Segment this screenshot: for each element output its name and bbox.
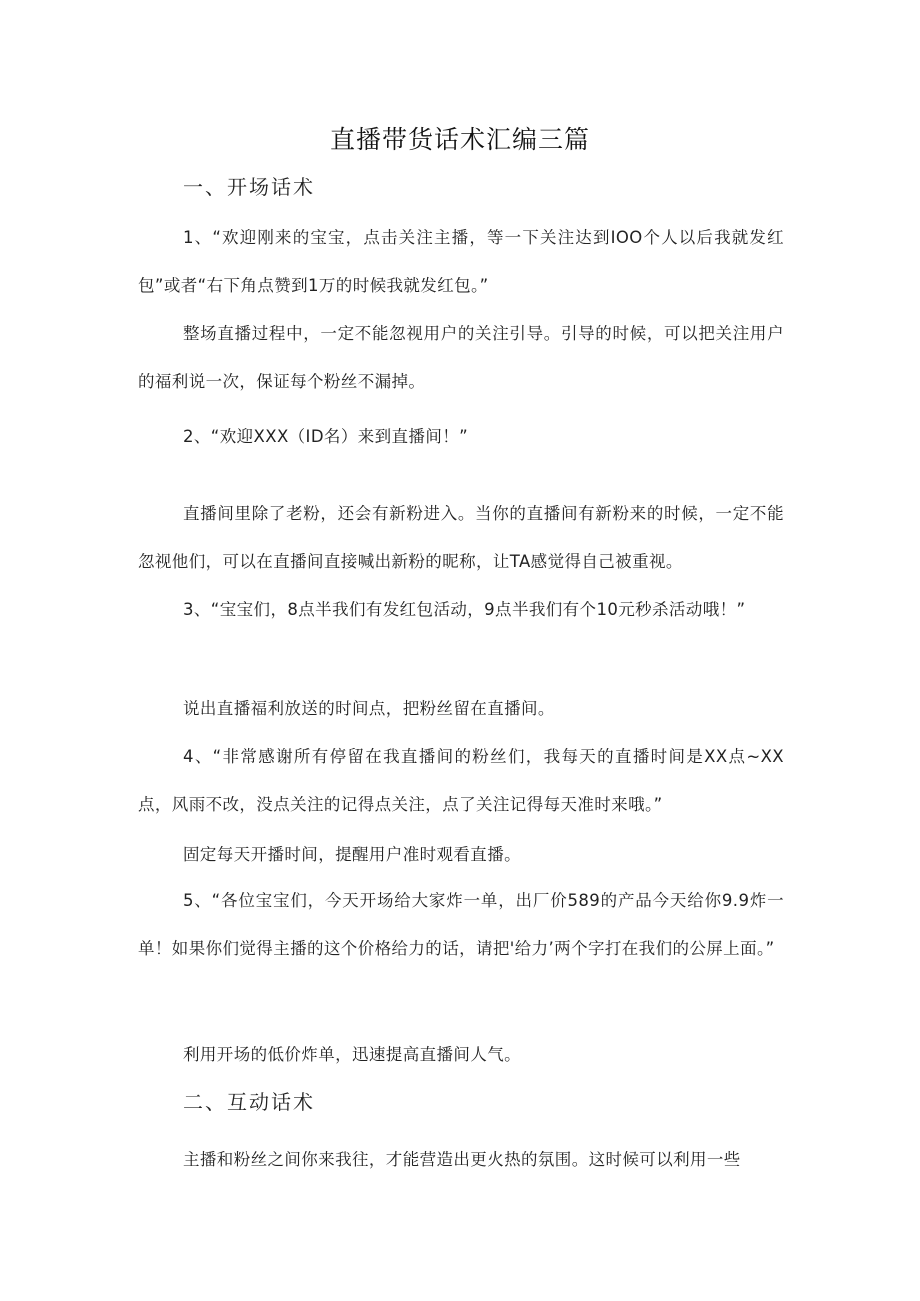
paragraph-2: 整场直播过程中，一定不能忽视用户的关注引导。引导的时候，可以把关注用户的福利说一次，保证每个粉丝不漏掉。 xyxy=(138,324,784,391)
paragraph-7: 4、“非常感谢所有停留在我直播间的粉丝们，我每天的直播时间是XX点~XX点，风雨不改，没点关注的记得点关注，点了关注记得每天准时来哦。” xyxy=(138,747,784,814)
paragraph-6: 说出直播福利放送的时间点，把粉丝留在直播间。 xyxy=(183,699,555,718)
paragraph-1: 1、“欢迎刚来的宝宝，点击关注主播，等一下关注达到IOO个人以后我就发红包”或者“右下角点赞到1万的时候我就发红包。” xyxy=(138,228,784,295)
paragraph-4: 直播间里除了老粉，还会有新粉进入。当你的直播间有新粉来的时候，一定不能忽视他们，可以在直播间直接喊出新粉的昵称，让TA感觉得自己被重视。 xyxy=(138,504,784,571)
paragraph-3: 2、“欢迎XXX（ID名）来到直播间！” xyxy=(183,427,469,446)
paragraph-11: 主播和粉丝之间你来我往，才能营造出更火热的氛围。这时候可以利用一些 xyxy=(183,1150,741,1169)
section-heading-interaction: 二、互动话术 xyxy=(183,1090,315,1114)
paragraph-9: 5、“各位宝宝们，今天开场给大家炸一单，出厂价589的产品今天给你9.9炸一单！如果你们觉得主播的这个价格给力的话，请把'给力’两个字打在我们的公屏上面。” xyxy=(138,891,784,958)
paragraph-5: 3、“宝宝们，8点半我们有发红包活动，9点半我们有个10元秒杀活动哦！” xyxy=(183,600,746,619)
document-title: 直播带货话术汇编三篇 xyxy=(329,125,590,154)
paragraph-8: 固定每天开播时间，提醒用户准时观看直播。 xyxy=(183,845,521,864)
section-heading-opening: 一、开场话术 xyxy=(183,175,315,199)
paragraph-10: 利用开场的低价炸单，迅速提高直播间人气。 xyxy=(183,1045,521,1064)
